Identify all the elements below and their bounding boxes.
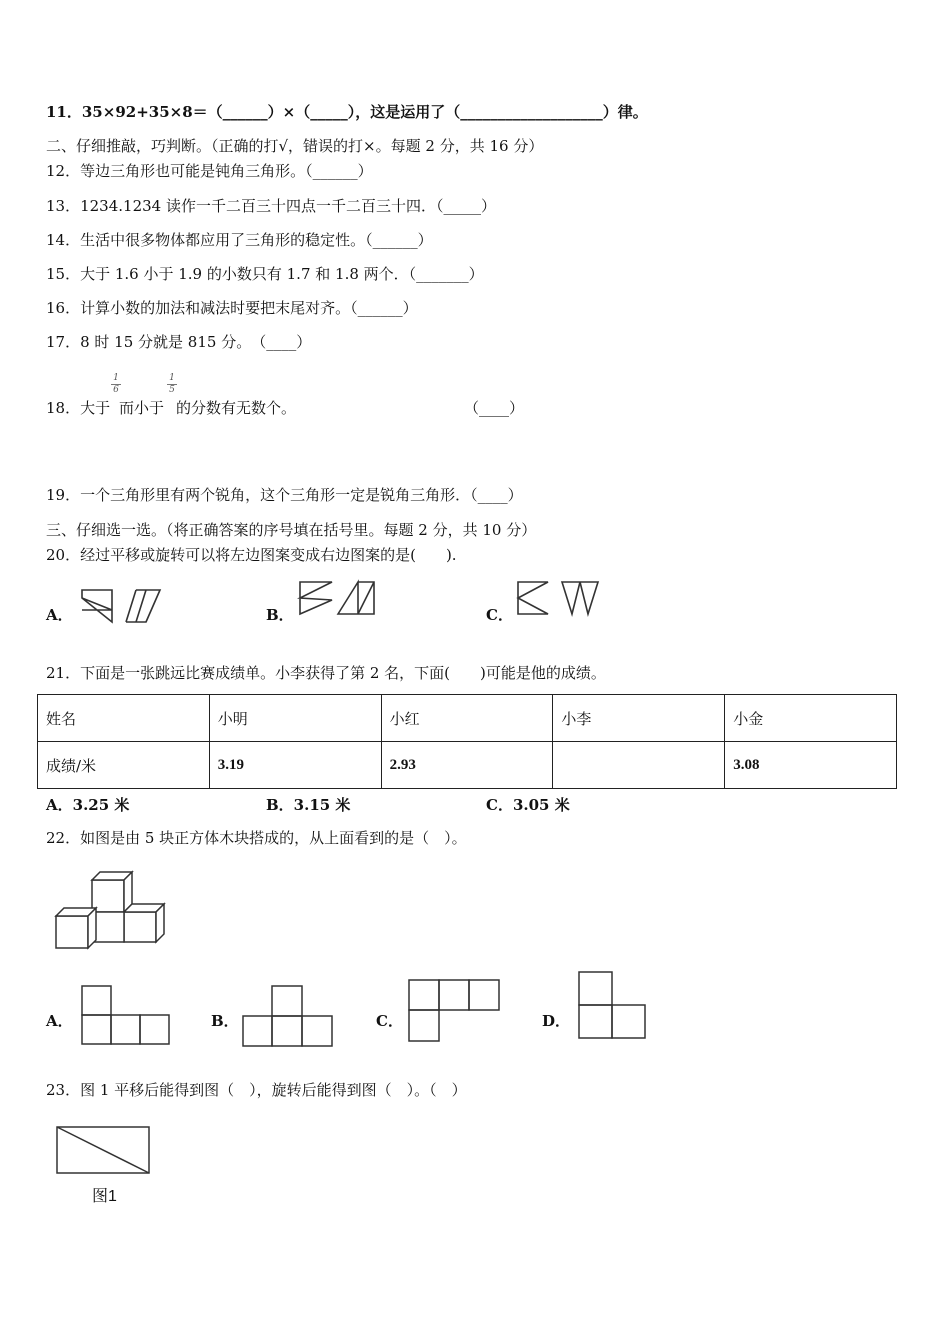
fraction-numerator: 1 bbox=[113, 373, 119, 383]
question-23: 23．图 1 平移后能得到图（ ），旋转后能得到图（ ）。（ ） bbox=[46, 1081, 467, 1099]
header-cell-xiaohong: 小红 bbox=[381, 695, 553, 742]
question-18-part-c: 的分数有无数个。 bbox=[176, 399, 297, 417]
score-xiaojin: 3.08 bbox=[725, 742, 897, 789]
table-header-row bbox=[38, 695, 897, 742]
q22-option-d: D． bbox=[542, 1012, 571, 1030]
fraction-one-sixth bbox=[111, 374, 121, 395]
q20-option-b: B． bbox=[266, 606, 294, 624]
question-15: 15．大于 1.6 小于 1.9 的小数只有 1.7 和 1.8 两个．（_______） bbox=[46, 265, 484, 283]
question-18-part-a: 18．大于 bbox=[46, 399, 111, 417]
question-12: 12．等边三角形也可能是钝角三角形。（______） bbox=[46, 162, 373, 180]
question-20: 20．经过平移或旋转可以将左边图案变成右边图案的是( ). bbox=[46, 546, 457, 564]
q22-option-a-figure bbox=[80, 984, 172, 1046]
cube-stack-figure bbox=[52, 868, 168, 950]
question-14: 14．生活中很多物体都应用了三角形的稳定性。（______） bbox=[46, 231, 433, 249]
question-16: 16．计算小数的加法和减法时要把末尾对齐。（______） bbox=[46, 299, 418, 317]
q20-option-a: A． bbox=[46, 606, 73, 624]
q20-option-b-figure bbox=[298, 580, 378, 616]
fraction-one-fifth bbox=[167, 374, 177, 395]
q22-option-b-figure bbox=[241, 984, 335, 1048]
fraction-numerator: 1 bbox=[169, 373, 175, 383]
header-cell-xiaojin: 小金 bbox=[725, 695, 897, 742]
q20-option-a-figure bbox=[80, 586, 165, 626]
table-score-row bbox=[38, 742, 897, 789]
q22-option-a: A． bbox=[46, 1012, 73, 1030]
question-18-part-b: 而小于 bbox=[119, 399, 165, 417]
score-xiaoli bbox=[553, 742, 725, 789]
question-18-blank: （____） bbox=[464, 399, 525, 417]
q22-option-c-figure bbox=[407, 978, 503, 1044]
q22-option-b: B． bbox=[211, 1012, 239, 1030]
question-21: 21．下面是一张跳远比赛成绩单。小李获得了第 2 名，下面( )可能是他的成绩。 bbox=[46, 664, 606, 682]
header-cell-xiaoli: 小李 bbox=[553, 695, 725, 742]
q21-option-b: B．3.15 米 bbox=[266, 796, 351, 814]
figure-1-caption: 图1 bbox=[92, 1188, 117, 1205]
score-xiaoming: 3.19 bbox=[209, 742, 381, 789]
q20-option-c-figure bbox=[516, 580, 600, 616]
q22-option-d-figure bbox=[577, 970, 649, 1040]
q21-option-c: C．3.05 米 bbox=[486, 796, 570, 814]
header-cell-xiaoming: 小明 bbox=[209, 695, 381, 742]
q21-option-a: A．3.25 米 bbox=[46, 796, 130, 814]
header-cell-name: 姓名 bbox=[38, 695, 210, 742]
figure-1-rectangle bbox=[55, 1125, 151, 1175]
fraction-denominator: 6 bbox=[113, 385, 119, 395]
section-3-heading: 三、仔细选一选。（将正确答案的序号填在括号里。每题 2 分，共 10 分） bbox=[46, 521, 537, 539]
long-jump-score-table bbox=[37, 694, 897, 789]
q22-option-c: C． bbox=[376, 1012, 403, 1030]
section-2-heading: 二、仔细推敲，巧判断。（正确的打√，错误的打×。每题 2 分，共 16 分） bbox=[46, 137, 544, 155]
question-17: 17．8 时 15 分就是 815 分。 （____） bbox=[46, 333, 312, 351]
question-11: 11．35×92+35×8＝（______）×（_____），这是运用了（___________________）律。 bbox=[46, 103, 648, 121]
question-13: 13．1234.1234 读作一千二百三十四点一千二百三十四．（_____） bbox=[46, 197, 496, 215]
fraction-denominator: 5 bbox=[169, 385, 175, 395]
q20-option-c: C． bbox=[486, 606, 513, 624]
row-label-score: 成绩/米 bbox=[38, 742, 210, 789]
question-22: 22．如图是由 5 块正方体木块搭成的，从上面看到的是（ ）。 bbox=[46, 829, 467, 847]
question-19: 19．一个三角形里有两个锐角，这个三角形一定是锐角三角形．（____） bbox=[46, 486, 523, 504]
score-xiaohong: 2.93 bbox=[381, 742, 553, 789]
